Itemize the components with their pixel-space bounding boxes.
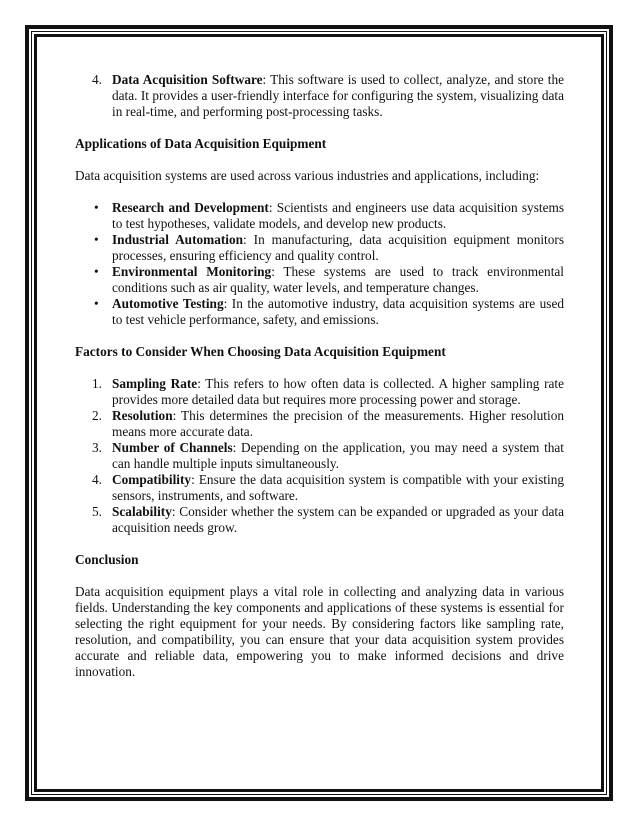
factors-heading: Factors to Consider When Choosing Data Acquisition Equipment: [75, 344, 446, 359]
list-item: [75, 440, 564, 472]
item-lead: Environmental Monitoring: [112, 264, 272, 279]
list-item: [75, 408, 564, 440]
factors-list: [75, 376, 564, 536]
item-lead: Resolution: [112, 408, 173, 423]
list-item: [75, 72, 564, 120]
list-number: 4.: [92, 472, 102, 487]
item-lead: Industrial Automation: [112, 232, 244, 247]
item-lead: Sampling Rate: [112, 376, 198, 391]
item-text: : This software is used to collect, analyze, and store the data. It provides a user-friendly interface for configuring the system, visualizing data in real-time, and performing post-processing tasks.: [112, 72, 564, 119]
list-number: 5.: [92, 504, 102, 519]
item-text: : In the automotive industry, data acquisition systems are used to test vehicle performance, safety, and emissions.: [112, 296, 565, 327]
item-text: : Consider whether the system can be expanded or upgraded as your data acquisition needs grow.: [112, 504, 564, 535]
item-lead: Compatibility: [112, 472, 192, 487]
item-lead: Automotive Testing: [112, 296, 224, 311]
list-item: [75, 376, 564, 408]
item-lead: Number of Channels: [112, 440, 233, 455]
bullet-marker: •: [94, 296, 99, 311]
item-text: : Depending on the application, you may need a system that can handle multiple inputs simultaneously.: [112, 440, 565, 471]
bullet-marker: •: [94, 232, 99, 247]
item-text: : Ensure the data acquisition system is compatible with your existing sensors, instruments, and software.: [112, 472, 564, 503]
applications-intro: Data acquisition systems are used across various industries and applications, including:: [75, 168, 540, 183]
item-lead: Scalability: [112, 504, 172, 519]
list-item: [75, 296, 564, 328]
list-number: 1.: [92, 376, 102, 391]
item-text: : In manufacturing, data acquisition equipment monitors processes, ensuring efficiency and quality control.: [112, 232, 564, 263]
item-text: : This refers to how often data is collected. A higher sampling rate provides more detailed data but requires more processing power and storage.: [112, 376, 565, 407]
list-item: [75, 232, 564, 264]
list-item: [75, 472, 564, 504]
item-lead: Research and Development: [112, 200, 269, 215]
item-lead: Data Acquisition Software: [112, 72, 263, 87]
item-text: : Scientists and engineers use data acquisition systems to test hypotheses, validate models, and develop new products.: [112, 200, 564, 231]
component-list: [75, 72, 564, 120]
list-item: [75, 200, 564, 232]
applications-list: [75, 200, 564, 328]
list-number: 4.: [92, 72, 102, 87]
item-text: : These systems are used to track environmental conditions such as air quality, water levels, and temperature changes.: [112, 264, 564, 295]
document-body: [75, 72, 564, 680]
list-number: 2.: [92, 408, 102, 423]
list-number: 3.: [92, 440, 102, 455]
bullet-marker: •: [94, 200, 99, 215]
applications-heading: Applications of Data Acquisition Equipment: [75, 136, 327, 151]
list-item: [75, 504, 564, 536]
conclusion-heading: Conclusion: [75, 552, 139, 567]
conclusion-paragraph: Data acquisition equipment plays a vital role in collecting and analyzing data in various fields. Understanding the key components and applications of these systems is essential for selecting the right equipment for your needs. By considering factors like sampling rate, resolution, and compatibility, you can ensure that your data acquisition system provides accurate and reliable data, empowering you to make informed decisions and drive innovation.: [75, 584, 564, 679]
bullet-marker: •: [94, 264, 99, 279]
item-text: : This determines the precision of the measurements. Higher resolution means more accurate data.: [112, 408, 564, 439]
list-item: [75, 264, 564, 296]
